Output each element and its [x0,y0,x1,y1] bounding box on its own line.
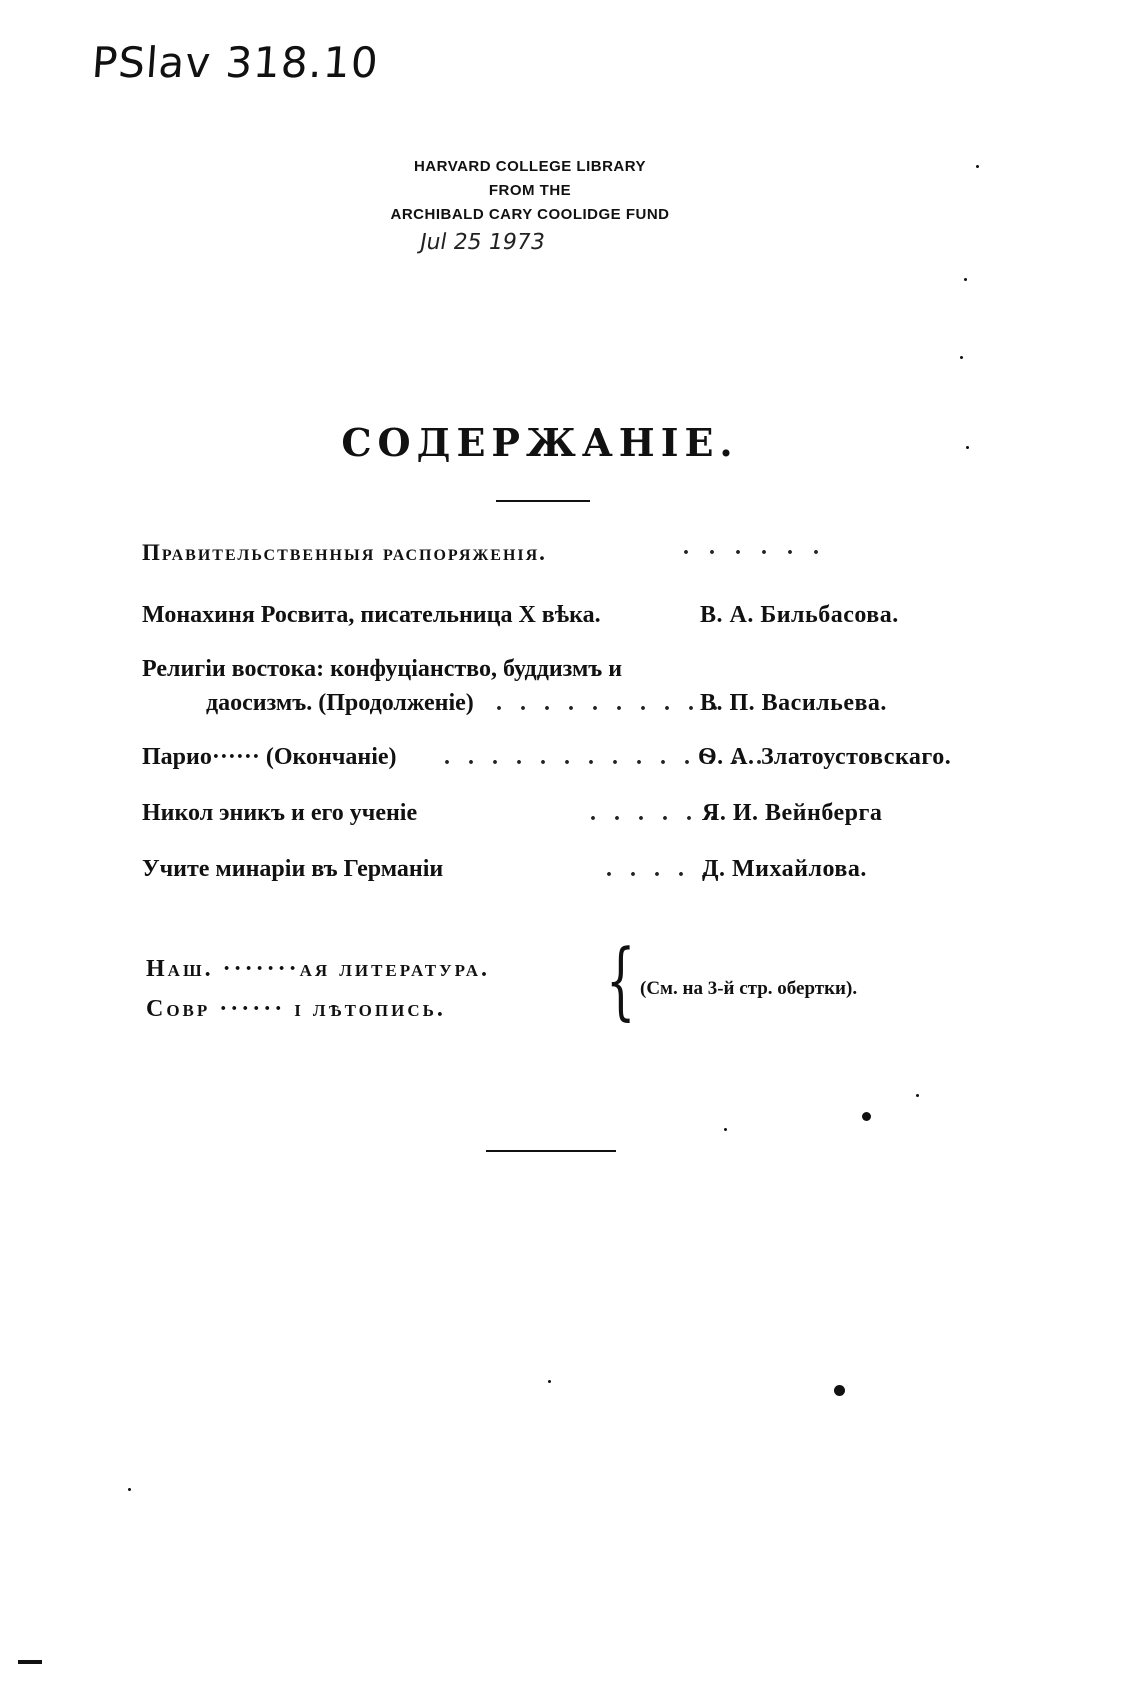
toc-entry-3-title-line1: Религіи востока: конфуціанство, буддизмъ и [142,656,623,682]
call-number: PSlav 318.10 [90,38,381,87]
toc-entry-4-leaders: . . . . . . . . . . . . . . [444,744,768,770]
toc-entry-5-title: Никол эникъ и его ученіе [142,800,418,826]
section-line-2: Совр ······ і лѣтопись. [146,996,446,1022]
toc-entry-1-title: Правительственныя распоряженія. [142,540,547,565]
library-stamp-line1: HARVARD COLLEGE LIBRARY [413,158,647,175]
scan-speck [834,1385,845,1396]
curly-brace-icon: { [606,931,636,1029]
toc-entry-2-author: В. А. Бильбасова. [700,602,899,628]
section-note: (См. на 3-й стр. обертки). [640,978,858,999]
scan-speck [548,1380,551,1383]
toc-entry-6-leaders: . . . . . [606,856,714,882]
toc-entry-6-author: Д. Михайлова. [702,856,867,882]
scan-speck [862,1112,871,1121]
toc-entry-3-author: В. П. Васильева. [700,690,887,716]
toc-entry-4-author: Ѳ. А. Златоустовскаго. [698,744,952,770]
library-stamp-line3: ARCHIBALD CARY COOLIDGE FUND [390,206,670,223]
scan-edge-mark [18,1660,42,1664]
toc-entry-3-title-line2: даосизмъ. (Продолженіе) [206,690,474,716]
scan-speck [964,278,967,281]
toc-entry-5-author: Я. И. Вейнберга [702,800,883,826]
page-title: СОДЕРЖАНІЕ. [341,420,739,465]
toc-entry-3-leaders: . . . . . . . . . . [496,690,724,716]
scan-speck [976,165,979,168]
section-line-1: Наш. ·······ая литература. [146,956,491,982]
library-stamp-date: Jul 25 1973 [417,230,547,255]
scan-speck [960,356,963,359]
scan-speck [916,1094,919,1097]
toc-entry-2-title: Монахиня Росвита, писательница X вѣка. [142,602,601,628]
bottom-divider [486,1150,616,1152]
toc-entry-4-title: Парио······ (Окончаніе) [142,744,397,770]
toc-entry-6-title: Учите минаріи въ Германіи [142,856,444,882]
toc-entry-5-leaders: . . . . . . [590,800,722,826]
scan-speck [128,1488,131,1491]
scan-speck [966,446,969,449]
title-divider [496,500,590,502]
scan-speck [724,1128,727,1131]
library-stamp-line2: FROM THE [488,182,572,199]
toc-entry-1-leaders: · · · · · · [682,540,827,566]
